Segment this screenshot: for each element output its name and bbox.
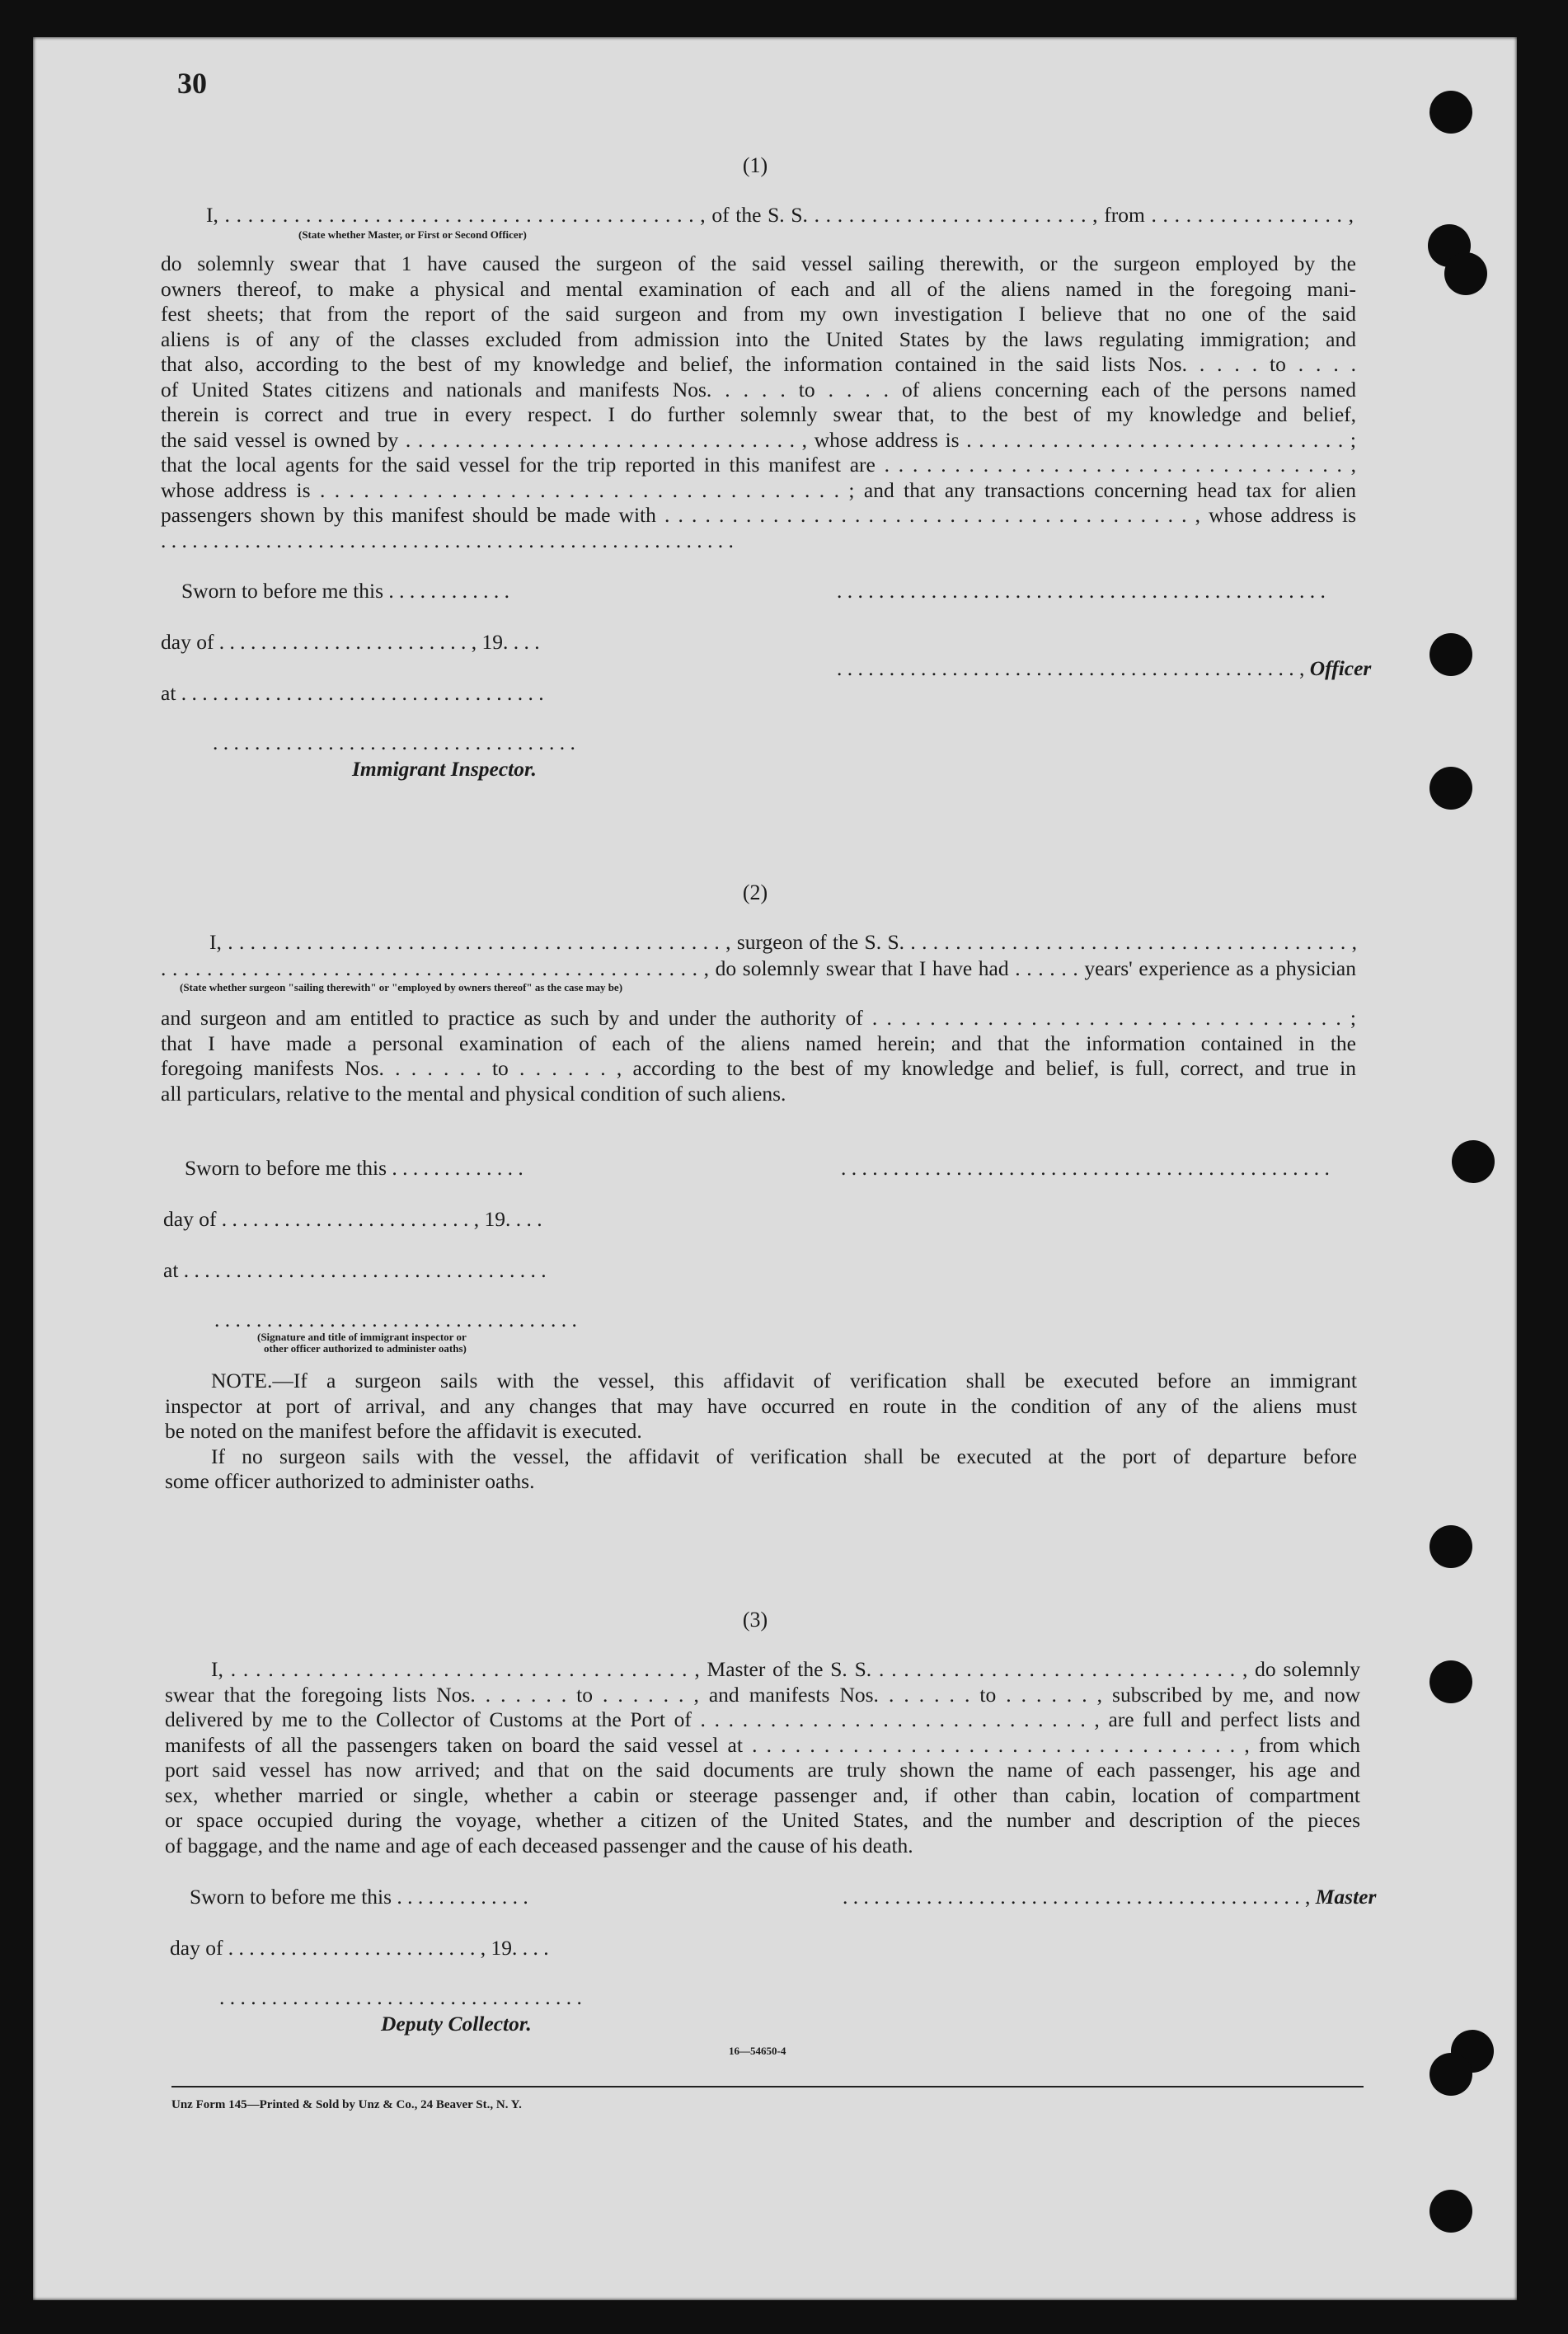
inspector-note: other officer authorized to administer oaths) — [264, 1342, 467, 1355]
section-1-heading: (1) — [742, 153, 768, 177]
affidavit-line: . . . . . . . . . . . . . . . . . . . . . . . . . . . . . . . . . . . . . . . . . . . . . . . , do solemnly swear that I have had . . . . . . years' experience as a physician — [161, 956, 1356, 980]
affidavit-line: and surgeon and am entitled to practice as such by and under the authority of . . . . . . . . . . . . . . . . . . . . . . . . . . . . . . . . . ; — [161, 1006, 1356, 1030]
inspector-signature-line: . . . . . . . . . . . . . . . . . . . . . . . . . . . . . . . . . . . — [214, 1308, 577, 1331]
affidavit-line: delivered by me to the Collector of Customs at the Port of . . . . . . . . . . . . . . . . . . . . . . . . . . . . , are full and perfect lists and — [165, 1707, 1360, 1731]
binder-hole — [1430, 2190, 1472, 2233]
master-signature-line — [843, 1885, 1376, 1909]
affidavit-line: I, . . . . . . . . . . . . . . . . . . . . . . . . . . . . . . . . . . . . . , Master of the S. S. . . . . . . . . . . . . . . . . . . . . . . . . . . . . . , do solemnly — [211, 1657, 1360, 1681]
day-of-line: day of . . . . . . . . . . . . . . . . . . . . . . . . , 19. . . . — [161, 630, 540, 654]
day-of-line: day of . . . . . . . . . . . . . . . . . . . . . . . . , 19. . . . — [170, 1936, 549, 1960]
day-of-line: day of . . . . . . . . . . . . . . . . . . . . . . . . , 19. . . . — [163, 1207, 542, 1231]
affidavit-line: sex, whether married or single, whether a cabin or steerage passenger and, if other than cabin, location of compartment — [165, 1782, 1360, 1807]
corner-mark: 30 — [177, 67, 207, 100]
collector-signature-line: . . . . . . . . . . . . . . . . . . . . . . . . . . . . . . . . . . . — [219, 1985, 582, 2009]
affidavit-line: owners thereof, to make a physical and mental examination of each and all of the aliens named in the foregoing mani- — [161, 276, 1356, 301]
affidavit-line: passengers shown by this manifest should be made with . . . . . . . . . . . . . . . . . . . . . . . . . . . . . . . . . . . . . . . , whose address is — [161, 503, 1356, 527]
note-line: inspector at port of arrival, and any changes that may have occurred en route in the condition of any of the aliens must — [165, 1393, 1357, 1418]
form-number: 16—54650-4 — [729, 2045, 786, 2057]
printer-footer: Unz Form 145—Printed & Sold by Unz & Co., 24 Beaver St., N. Y. — [171, 2098, 522, 2111]
section-2-affidavit-body — [161, 1006, 1356, 1106]
master-dots: . . . . . . . . . . . . . . . . . . . . . . . . . . . . . . . . . . . . . . . . . . . . , — [843, 1885, 1311, 1909]
master-label: Master — [1315, 1885, 1377, 1909]
affidavit-line: do solemnly swear that 1 have caused the surgeon of the said vessel sailing therewith, or the surgeon employed by the — [161, 251, 1356, 275]
at-line: at . . . . . . . . . . . . . . . . . . . . . . . . . . . . . . . . . . . — [163, 1258, 547, 1282]
note-line: NOTE.—If a surgeon sails with the vessel, this affidavit of verification shall be executed before an immigrant — [211, 1369, 1357, 1392]
binder-hole — [1430, 2053, 1472, 2096]
binder-hole — [1430, 1660, 1472, 1703]
affidavit-line: of baggage, and the name and age of each deceased passenger and the cause of his death. — [165, 1833, 913, 1857]
section-3-heading: (3) — [742, 1608, 768, 1632]
affidavit-line: manifests of all the passengers taken on board the said vessel at . . . . . . . . . . . . . . . . . . . . . . . . . . . . . . . . . . , from which — [165, 1732, 1360, 1757]
at-line: at . . . . . . . . . . . . . . . . . . . . . . . . . . . . . . . . . . . — [161, 681, 544, 705]
sworn-line: Sworn to before me this . . . . . . . . . . . . . — [190, 1885, 528, 1909]
sworn-line: Sworn to before me this . . . . . . . . . . . . — [181, 579, 510, 603]
note-line: some officer authorized to administer oaths. — [165, 1469, 535, 1493]
affidavit-line: whose address is . . . . . . . . . . . . . . . . . . . . . . . . . . . . . . . . . . . . ; and that any transactions concerning head tax for alien — [161, 477, 1356, 502]
master-role-note: (State whether Master, or First or Second Officer) — [298, 228, 527, 241]
affidavit-line: the said vessel is owned by . . . . . . . . . . . . . . . . . . . . . . . . . . . . . . . . , whose address is . . . . . . . . . . . . . . . . . . . . . . . . . . . . . . . ; — [161, 427, 1356, 452]
section-3-affidavit — [165, 1657, 1360, 1858]
footer-rule — [171, 2086, 1364, 2087]
officer-signature-line — [837, 656, 1371, 681]
inspector-note: (Signature and title of immigrant inspector or — [257, 1331, 467, 1343]
section-2-affidavit-line2 — [161, 956, 1356, 982]
affidavit-line: that I have made a personal examination of each of the aliens named herein; and that the information contained in the — [161, 1031, 1356, 1055]
inspector-signature-line: . . . . . . . . . . . . . . . . . . . . . . . . . . . . . . . . . . . — [213, 730, 575, 754]
surgeon-role-note: (State whether surgeon "sailing therewith" or "employed by owners thereof" as the case may be) — [180, 981, 623, 993]
affidavit-line: swear that the foregoing lists Nos. . . . . . . to . . . . . . , and manifests Nos. . . . . . . to . . . . . . , subscribed by me, and now — [165, 1682, 1360, 1707]
officer-dots: . . . . . . . . . . . . . . . . . . . . . . . . . . . . . . . . . . . . . . . . . . . . , — [837, 656, 1305, 680]
officer-label: Officer — [1309, 656, 1372, 680]
affidavit-line: I, . . . . . . . . . . . . . . . . . . . . . . . . . . . . . . . . . . . . . . . . . , of the S. S. . . . . . . . . . . . . . . . . . . . . . . . . , from . . . . . . . . . . . . . . . . . , — [206, 203, 1354, 227]
note-line: If no surgeon sails with the vessel, the affidavit of verification shall be executed at the port of departure before — [211, 1444, 1357, 1468]
affidavit-line: of United States citizens and nationals and manifests Nos. . . . . to . . . . of aliens concerning each of the persons named — [161, 377, 1356, 402]
note-line: be noted on the manifest before the affidavit is executed. — [165, 1419, 642, 1443]
signature-line: . . . . . . . . . . . . . . . . . . . . . . . . . . . . . . . . . . . . . . . . . . . . . . . — [837, 579, 1326, 603]
affidavit-line: aliens is of any of the classes excluded from admission into the United States by the laws regulating immigration; and — [161, 326, 1356, 351]
affidavit-line: or space occupied during the voyage, whether a citizen of the United States, and the number and description of the pieces — [165, 1808, 1360, 1832]
affidavit-line: port said vessel has now arrived; and that on the said documents are truly shown the name of each passenger, his age and — [165, 1758, 1360, 1782]
affidavit-line: all particulars, relative to the mental and physical condition of such aliens. — [161, 1081, 786, 1106]
section-1-affidavit-body — [161, 251, 1356, 553]
binder-hole — [1430, 1525, 1472, 1568]
affidavit-line: foregoing manifests Nos. . . . . . . to . . . . . . , according to the best of my knowledge and belief, is full, correct, and true in — [161, 1056, 1356, 1080]
binder-hole — [1430, 633, 1472, 676]
affidavit-line: therein is correct and true in every respect. I do further solemnly swear that, to the best of my knowledge and belief, — [161, 402, 1356, 426]
affidavit-line: . . . . . . . . . . . . . . . . . . . . . . . . . . . . . . . . . . . . . . . . . . . . . . . . . . . . . . . — [161, 528, 734, 552]
note-paragraph — [165, 1369, 1357, 1495]
affidavit-line: I, . . . . . . . . . . . . . . . . . . . . . . . . . . . . . . . . . . . . . . . . . . . . , surgeon of the S. S. . . . . . . . . . . . . . . . . . . . . . . . . . . . . . . . . . . . . . . . , — [209, 930, 1357, 954]
inspector-label: Immigrant Inspector. — [352, 757, 537, 781]
section-2-heading: (2) — [742, 881, 768, 904]
section-2-affidavit — [209, 930, 1357, 956]
sworn-line: Sworn to before me this . . . . . . . . . . . . . — [185, 1156, 523, 1180]
affidavit-line: fest sheets; that from the report of the said surgeon and from my own investigation I believe that no one of the said — [161, 302, 1356, 326]
affidavit-line: that also, according to the best of my knowledge and belief, the information contained in the said lists Nos. . . . . to . . . . — [161, 352, 1356, 376]
section-1-affidavit — [206, 203, 1354, 228]
affidavit-line: that the local agents for the said vessel for the trip reported in this manifest are . . . . . . . . . . . . . . . . . . . . . . . . . . . . . . . . . , — [161, 453, 1356, 477]
binder-hole — [1444, 252, 1487, 295]
signature-line: . . . . . . . . . . . . . . . . . . . . . . . . . . . . . . . . . . . . . . . . . . . . . . . — [841, 1156, 1330, 1180]
binder-hole — [1430, 91, 1472, 134]
binder-hole — [1452, 1140, 1495, 1183]
collector-label: Deputy Collector. — [381, 2012, 532, 2036]
binder-hole — [1430, 767, 1472, 810]
